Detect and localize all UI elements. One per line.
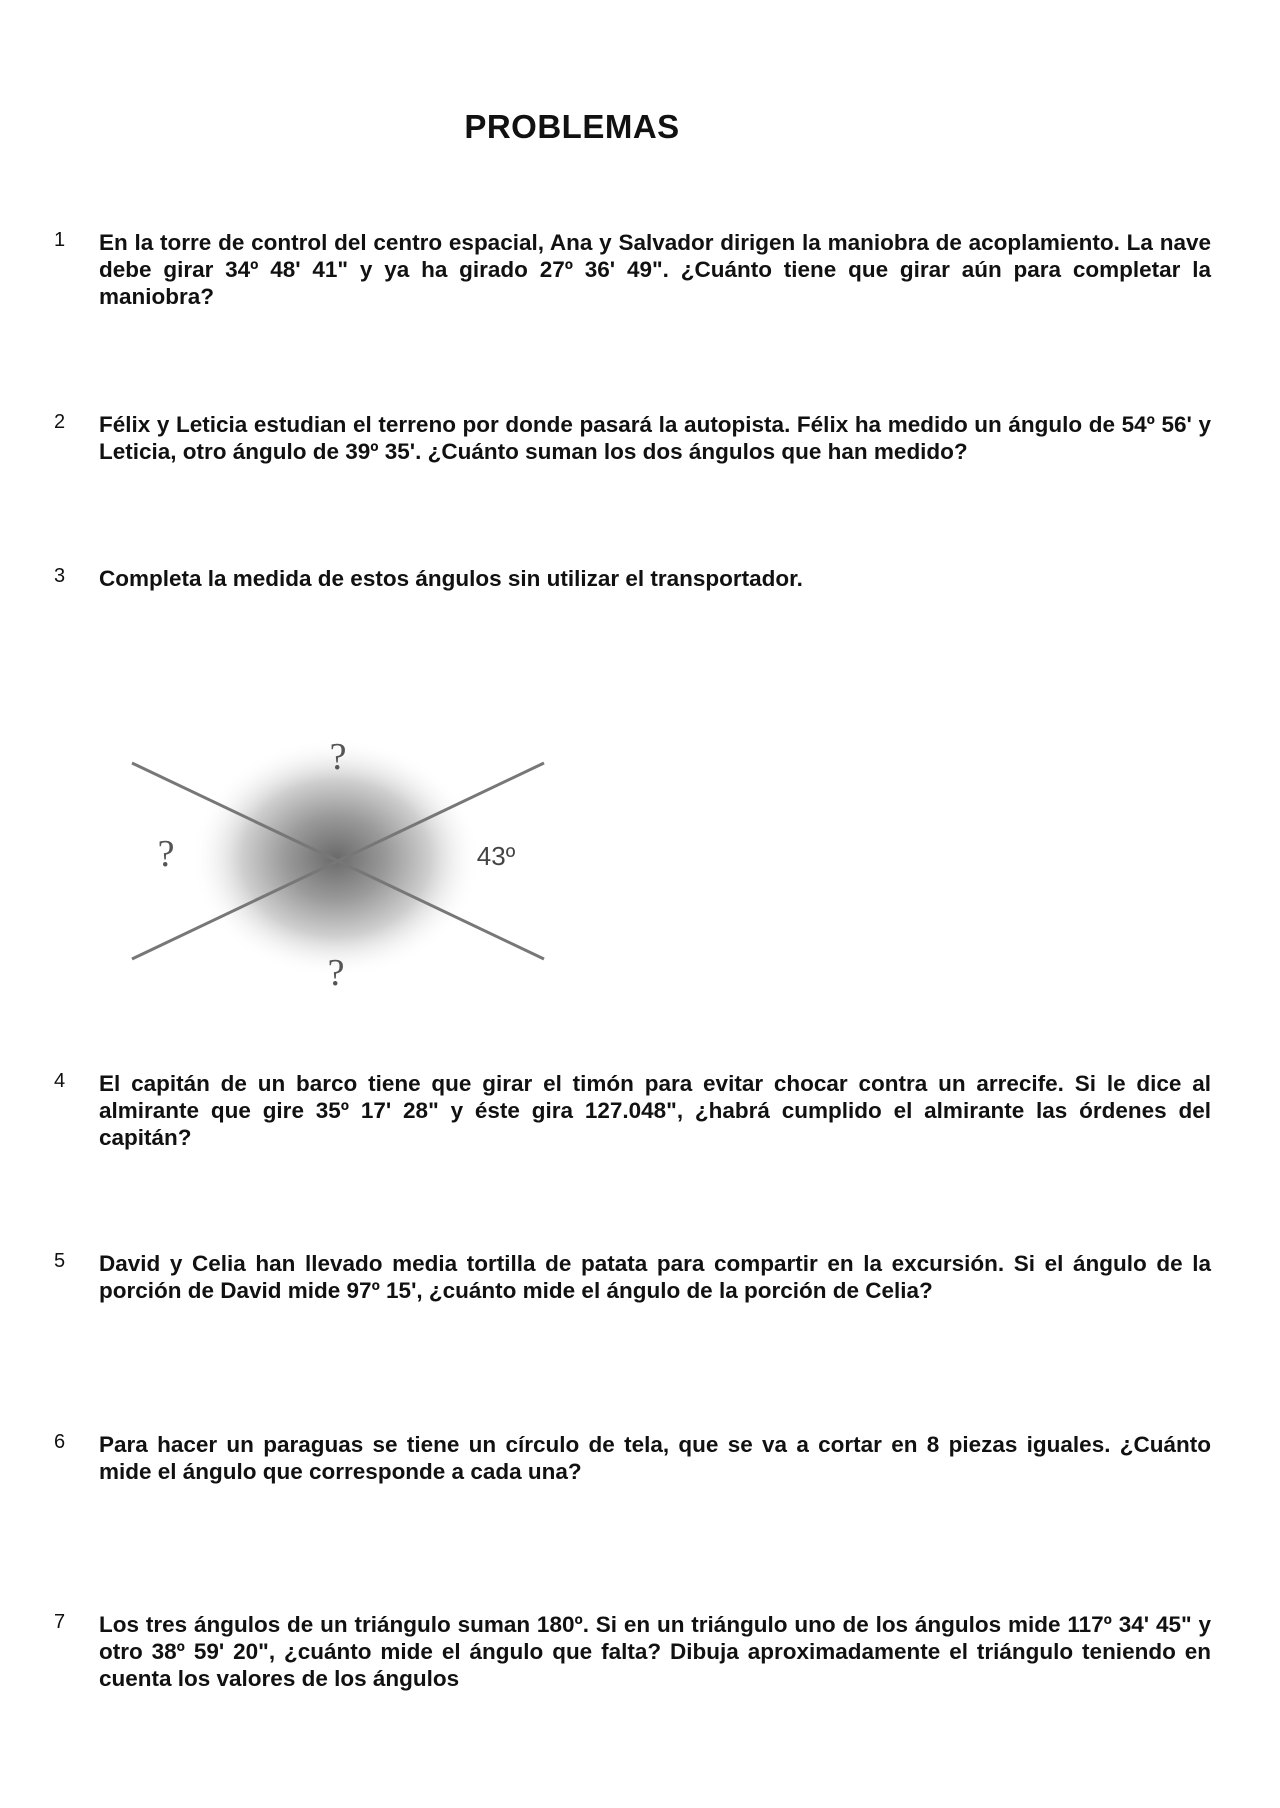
problem-text: Para hacer un paraguas se tiene un círculo de tela, que se va a cortar en 8 piezas iguales. ¿Cuánto mide el ángulo que corresponde a cada una? [99, 1432, 1211, 1484]
angle-label-bottom: ? [327, 952, 345, 994]
angles-figure [96, 703, 574, 1018]
problem-text: Completa la medida de estos ángulos sin utilizar el transportador. [99, 566, 803, 591]
problem-text: Félix y Leticia estudian el terreno por donde pasará la autopista. Félix ha medido un ángulo de 54º 56' y Leticia, otro ángulo de 39º 35'. ¿Cuánto suman los dos ángulos que han medido? [99, 412, 1211, 464]
problem-number: 4 [54, 1070, 66, 1092]
problem-text: Los tres ángulos de un triángulo suman 180º. Si en un triángulo uno de los ángulos mide 117º 34' 45" y otro 38º 59' 20", ¿cuánto mide el ángulo que falta? Dibuja aproximadamente el triángulo teniendo en cuenta los valores de los ángulos [99, 1612, 1211, 1691]
problem-number: 1 [54, 229, 66, 251]
problem-number: 3 [54, 565, 66, 587]
intersecting-lines-diagram [96, 703, 574, 1018]
problem-number: 7 [54, 1611, 66, 1633]
page-title: PROBLEMAS [464, 108, 680, 145]
problem-number: 5 [54, 1250, 66, 1272]
problem-number: 2 [54, 411, 66, 433]
problem-text: David y Celia han llevado media tortilla de patata para compartir en la excursión. Si el ángulo de la porción de David mide 97º 15', ¿cuánto mide el ángulo de la porción de Celia? [99, 1251, 1211, 1303]
problem-number: 6 [54, 1431, 66, 1453]
angle-label-top: ? [329, 736, 347, 778]
angle-label-right: 43º [476, 841, 516, 871]
problem-text: En la torre de control del centro espacial, Ana y Salvador dirigen la maniobra de acoplamiento. La nave debe girar 34º 48' 41" y ya ha girado 27º 36' 49". ¿Cuánto tiene que girar aún para completar la maniobra? [99, 230, 1211, 309]
angle-label-left: ? [157, 833, 175, 875]
problem-text: El capitán de un barco tiene que girar el timón para evitar chocar contra un arrecife. Si le dice al almirante que gire 35º 17' 28" y éste gira 127.048", ¿habrá cumplido el almirante las órdenes del capitán? [99, 1071, 1211, 1150]
